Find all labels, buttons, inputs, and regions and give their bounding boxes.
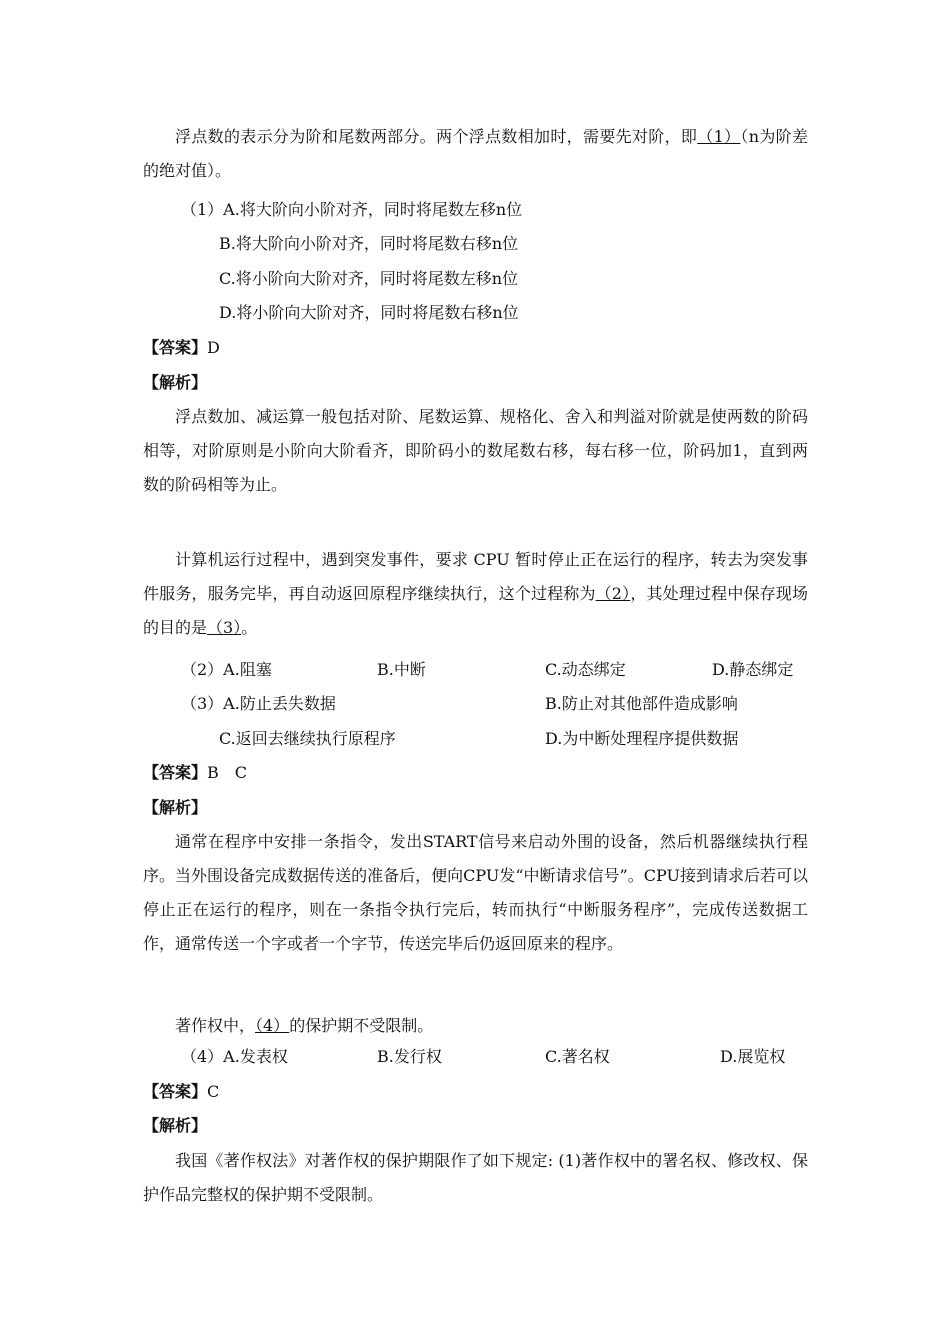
q1-option-b: B.将大阶向小阶对齐，同时将尾数右移n位 — [219, 234, 519, 253]
q2-analysis: 通常在程序中安排一条指令，发出START信号来启动外围的设备，然后机器继续执行程序。当外围设备完成数据传送的准备后，便向CPU发“中断请求信号”。CPU接到请求后若可以停止正在运行的程序，则在一条指令执行完后，转而执行“中断服务程序”，完成传送数据工作，通常传送一个字或者一个字节，传送完毕后仍返回原来的程序。 — [143, 832, 808, 953]
q4-option-b: B.发行权 — [377, 1047, 442, 1066]
q2-stem — [143, 543, 808, 645]
q2-option-d: D.静态绑定 — [712, 660, 794, 679]
answer-value: D — [207, 338, 220, 357]
q1-answer — [143, 337, 220, 359]
q1-analysis-label: 【解析】 — [143, 373, 208, 392]
q3-stem-text: 著作权中， — [175, 1016, 256, 1035]
q2-answer — [143, 762, 247, 784]
q3-option-b: B.防止对其他部件造成影响 — [545, 694, 738, 713]
q2-blank-2: （2） — [595, 584, 631, 603]
q3-answer — [143, 1081, 219, 1103]
q2-stem-mid: ，其处理过程中保存现场的目的是 — [143, 584, 808, 637]
q3-analysis: 我国《著作权法》对著作权的保护期限作了如下规定: (1)著作权中的署名权、修改权、保护作品完整权的保护期不受限制。 — [143, 1151, 808, 1204]
answer-label: 【答案】 — [143, 1082, 208, 1101]
q1-option-c: C.将小阶向大阶对齐，同时将尾数左移n位 — [219, 269, 519, 288]
q4-option-c: C.著名权 — [545, 1047, 610, 1066]
answer-label: 【答案】 — [143, 763, 208, 782]
answer-value: B C — [207, 763, 248, 782]
q3-option-d: D.为中断处理程序提供数据 — [545, 729, 739, 748]
q2-blank-3: （3） — [207, 618, 242, 637]
q4-option-a: （4）A.发表权 — [181, 1047, 288, 1066]
q2-stem-text: 计算机运行过程中，遇到突发事件，要求 CPU 暂时停止正在运行的程序，转去为突发事件服务，服务完毕，再自动返回原程序继续执行，这个过程称为 — [143, 550, 808, 603]
q2-option-b: B.中断 — [377, 660, 426, 679]
q2-option-c: C.动态绑定 — [545, 660, 626, 679]
q2-analysis-label: 【解析】 — [143, 798, 208, 817]
answer-label: 【答案】 — [143, 338, 208, 357]
q2-option-a: （2）A.阻塞 — [181, 660, 272, 679]
q1-analysis: 浮点数加、减运算一般包括对阶、尾数运算、规格化、舍入和判溢对阶就是使两数的阶码相等，对阶原则是小阶向大阶看齐，即阶码小的数尾数右移，每右移一位，阶码加1，直到两数的阶码相等为止。 — [143, 407, 808, 494]
q1-option-d: D.将小阶向大阶对齐，同时将尾数右移n位 — [219, 303, 519, 322]
q3-analysis-label: 【解析】 — [143, 1116, 208, 1135]
q3-stem — [143, 1009, 808, 1043]
q3-option-a: （3）A.防止丢失数据 — [181, 694, 336, 713]
q1-stem-text: 浮点数的表示分为阶和尾数两部分。两个浮点数相加时，需要先对阶，即 — [175, 127, 698, 146]
q1-stem-tail: （n为阶差的绝对值）。 — [143, 127, 808, 180]
q1-stem — [143, 120, 808, 188]
q3-blank: （4） — [255, 1016, 290, 1035]
q1-option-a: （1）A.将大阶向小阶对齐，同时将尾数左移n位 — [181, 200, 523, 219]
q1-blank: （1） — [697, 127, 741, 146]
q3-option-c: C.返回去继续执行原程序 — [219, 729, 396, 748]
q3-stem-tail: 的保护期不受限制。 — [289, 1016, 434, 1035]
q2-stem-tail: 。 — [241, 618, 258, 637]
answer-value: C — [207, 1082, 220, 1101]
q4-option-d: D.展览权 — [720, 1047, 786, 1066]
